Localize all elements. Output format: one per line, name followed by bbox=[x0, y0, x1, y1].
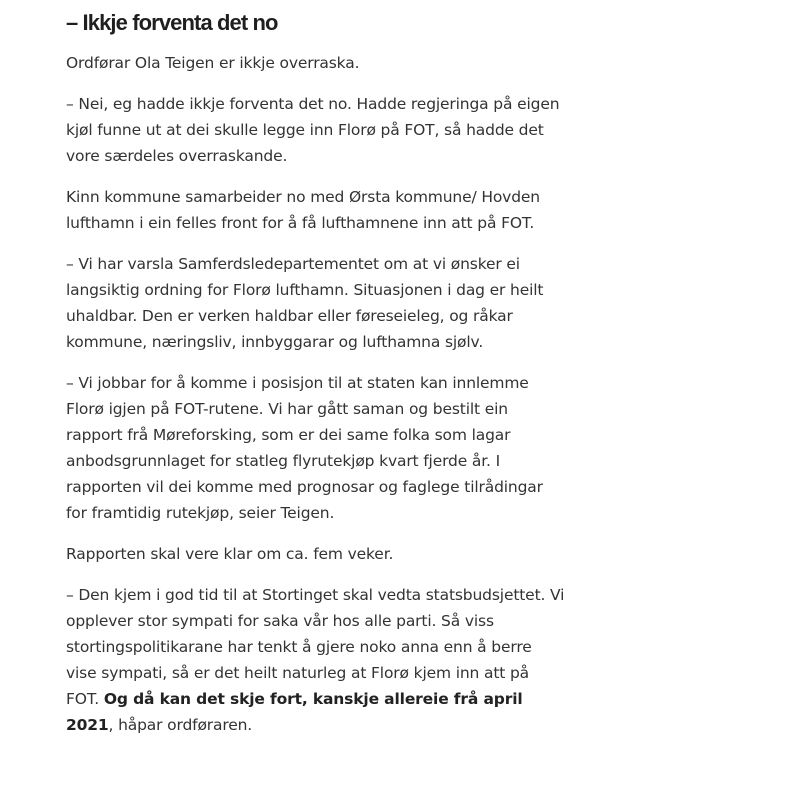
article-subheading: – Ikkje forventa det no bbox=[66, 10, 278, 35]
paragraph-text-end: , håpar ordføraren. bbox=[108, 716, 253, 734]
paragraph-text: – Den kjem i god tid til at Stortinget skal vedta statsbudsjettet. Vi opplever stor sympati for saka vår hos alle parti. Så viss stortingspolitikarane har tenkt å gjere noko anna enn å berre vise sympati, så er det heilt naturleg at Florø kjem inn att på FOT. bbox=[66, 586, 565, 708]
article-paragraph-1: Ordførar Ola Teigen er ikkje overraska. bbox=[66, 54, 360, 72]
bold-emphasis-text: Og då kan det skje fort, kanskje allereie frå april 2021 bbox=[66, 690, 523, 734]
article-paragraph-5: – Vi jobbar for å komme i posisjon til at staten kan innlemme Florø igjen på FOT-rutene. Vi har gått saman og bestilt ein rapport frå Møreforsking, som er dei same folka som lagar anbodsgrunnlaget for statleg flyrutekjøp kvart fjerde år. I rapporten vil dei komme med prognosar og faglege tilrådingar for framtidig rutekjøp, seier Teigen. bbox=[66, 374, 543, 522]
article-paragraph-4: – Vi har varsla Samferdsledepartementet om at vi ønsker ei langsiktig ordning for Florø lufthamn. Situasjonen i dag er heilt uhaldbar. Den er verken haldbar eller føreseieleg, og råkar kommune, næringsliv, innbyggarar og lufthamna sjølv. bbox=[66, 255, 544, 351]
article-paragraph-2: – Nei, eg hadde ikkje forventa det no. Hadde regjeringa på eigen kjøl funne ut at dei skulle legge inn Florø på FOT, så hadde det vore særdeles overraskande. bbox=[66, 95, 560, 165]
article-body bbox=[66, 0, 566, 753]
article-paragraph-7 bbox=[66, 582, 566, 738]
article-paragraph-3: Kinn kommune samarbeider no med Ørsta kommune/ Hovden lufthamn i ein felles front for å få lufthamnene inn att på FOT. bbox=[66, 188, 540, 232]
article-paragraph-6: Rapporten skal vere klar om ca. fem veker. bbox=[66, 545, 394, 563]
